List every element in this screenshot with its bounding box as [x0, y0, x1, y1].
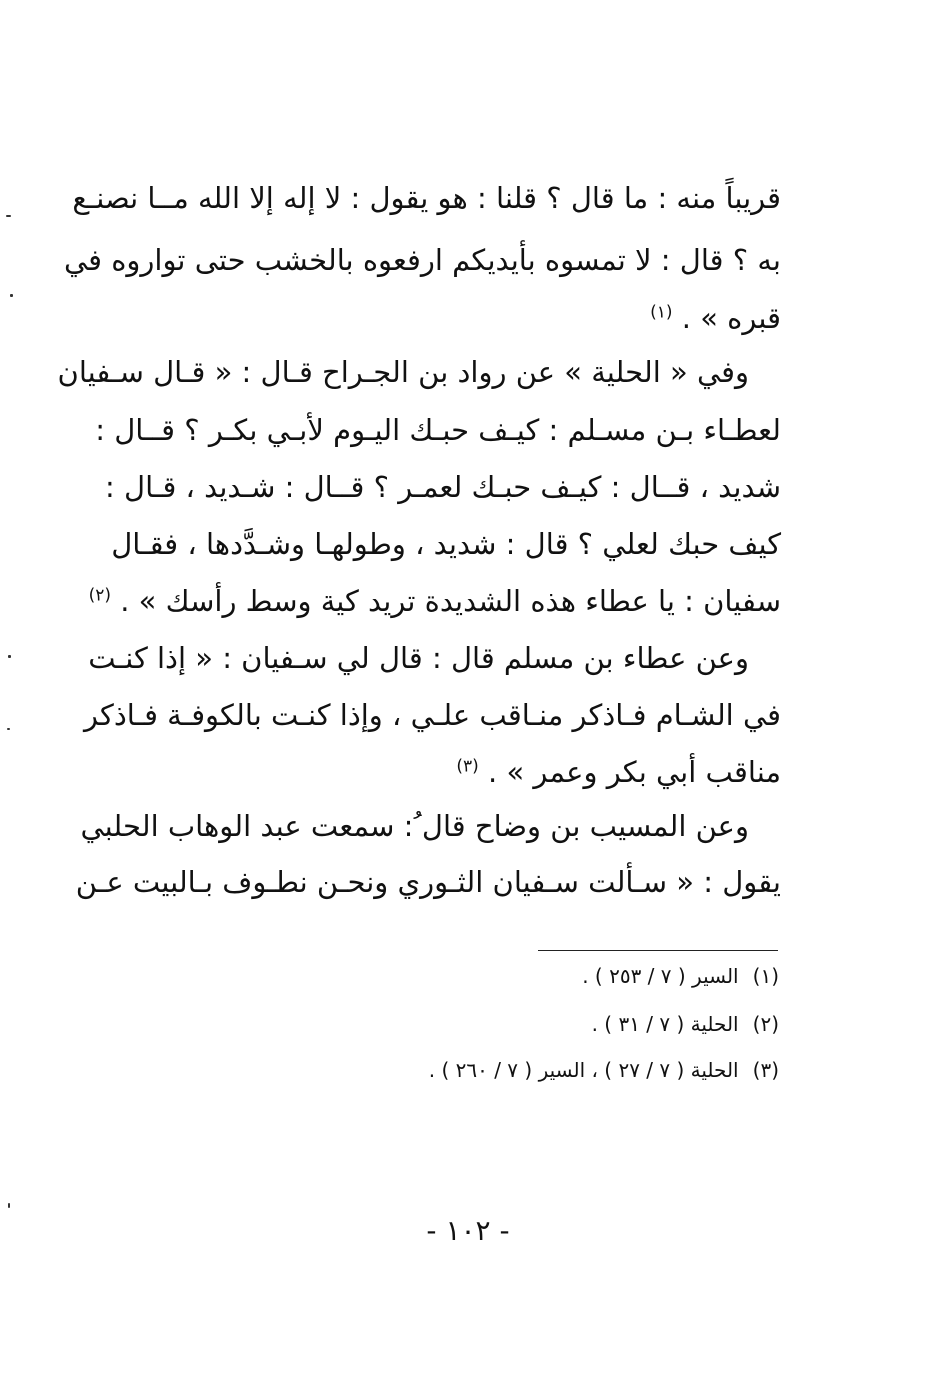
body-line: في الشـام فـاذكر منـاقب علـي ، وإذا كنـت بالكوفـة فـاذكر — [84, 698, 781, 732]
scan-speck — [7, 728, 10, 730]
scan-speck — [6, 215, 11, 217]
scan-speck — [10, 294, 13, 297]
footnote-reference: (٢) — [88, 585, 112, 606]
footnote-text: السير ( ٧ / ٢٥٣ ) . — [582, 964, 739, 988]
paragraph-first-line: وعن المسيب بن وضاح قال ُ: سمعت عبد الوهاب الحلبي — [80, 809, 749, 843]
body-line: به ؟ قال : لا تمسوه بأيديكم ارفعوه بالخشب حتى تواروه في — [63, 243, 781, 277]
body-line: يقول : « سـألت سـفيان الثـوري ونحـن نطـوف بـالبيت عـن — [75, 865, 781, 899]
footnote-separator — [538, 950, 778, 951]
footnote-item — [582, 962, 779, 990]
footnote-reference: (٣) — [456, 756, 479, 777]
footnote-item — [429, 1056, 779, 1084]
page-number: - ١٠٢ - — [426, 1214, 510, 1247]
body-line: كيف حبك لعلي ؟ قال : شديد ، وطولهـا وشـدَّدها ، فقـال — [111, 527, 781, 561]
footnote-text: الحلية ( ٧ / ٢٧ ) ، السير ( ٧ / ٢٦٠ ) . — [428, 1058, 739, 1082]
footnote-number: (٢) — [752, 1012, 779, 1036]
footnote-number: (١) — [752, 964, 779, 988]
body-line-text: مناقب أبي بكر وعمر » . — [488, 755, 781, 789]
body-line — [88, 581, 781, 621]
paragraph-first-line: وفي « الحلية » عن رواد بن الجـراح قـال : « قـال سـفيان — [57, 355, 749, 389]
footnote-text: الحلية ( ٧ / ٣١ ) . — [591, 1012, 739, 1036]
body-line-text: قبره » . — [681, 301, 781, 335]
scan-speck — [8, 655, 11, 658]
footnote-reference: (١) — [650, 302, 673, 323]
footnote-number: (٣) — [752, 1058, 779, 1082]
paragraph-first-line: وعن عطاء بن مسلم قال : قال لي سـفيان : « إذا كنـت — [88, 641, 749, 675]
body-line — [189, 298, 781, 338]
scan-speck — [8, 1203, 10, 1208]
body-line — [189, 752, 781, 792]
body-line: قريباً منه : ما قال ؟ قلنا : هو يقول : لا إله إلا الله مــا نصنـع — [72, 181, 781, 215]
body-line: شديد ، قــال : كيـف حبـك لعمـر ؟ قــال : شـديد ، قـال : — [105, 470, 781, 504]
body-line-text: سفيان : يا عطاء هذه الشديدة تريد كية وسط رأسك » . — [120, 584, 781, 618]
footnote-item — [592, 1010, 779, 1038]
body-line: لعطـاء بـن مسـلم : كيـف حبـك اليـوم لأبـي بكـر ؟ قــال : — [95, 413, 781, 447]
